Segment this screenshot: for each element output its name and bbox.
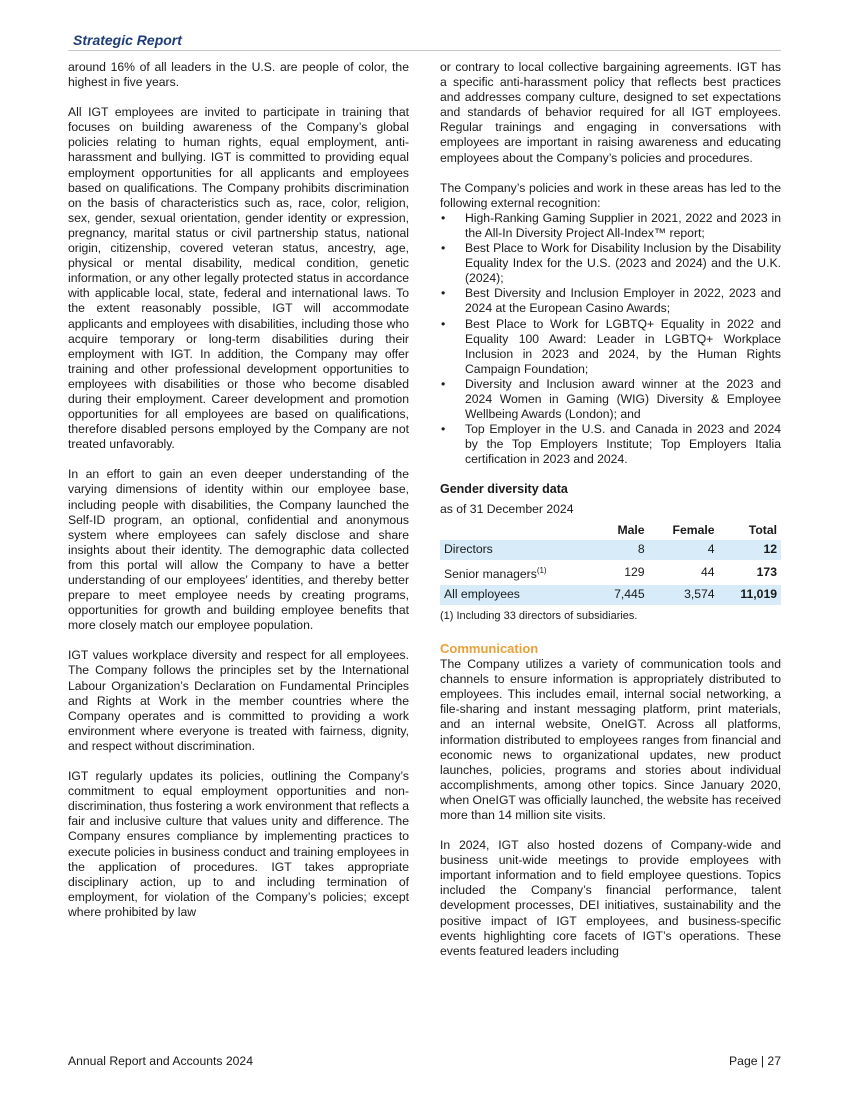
header-divider	[68, 50, 781, 51]
left-paragraph-1: around 16% of all leaders in the U.S. are people of color, the highest in five years.	[68, 60, 409, 90]
gender-diversity-table	[440, 519, 781, 605]
total-cell: 173	[719, 560, 781, 584]
left-paragraph-3: In an effort to gain an even deeper understanding of the varying dimensions of identity within our employee base, including people with disabilities, the Company launched the Self-ID program, an optional, confidential and anonymous system where employees can safely disclose and share insights about their identity. The demographic data collected from this portal will allow the Company to have a better understanding of our employees’ identities, and thereby better prepare to meet employee needs by creating programs, opportunities for growth and building employee benefits that more closely match our employee population.	[68, 467, 409, 633]
table-row	[440, 560, 781, 584]
right-paragraph-1: or contrary to local collective bargaining agreements. IGT has a specific anti-harassment policy that reflects best practices and addresses company culture, designed to set expectations and standards of behavior required for all IGT employees. Regular trainings and engaging in conversations with employees are important in raising awareness and educating employees about the Company’s policies and procedures.	[440, 60, 781, 165]
table-header-cell: Total	[748, 522, 777, 537]
gender-table-title: Gender diversity data	[440, 482, 568, 497]
list-item: • Best Diversity and Inclusion Employer in 2022, 2023 and 2024 at the European Casino Awards;	[440, 286, 781, 316]
female-cell: 3,574	[649, 584, 719, 605]
total-cell: 11,019	[719, 584, 781, 605]
row-label-text: Senior managers	[444, 566, 537, 581]
table-footnote: (1) Including 33 directors of subsidiaries.	[440, 609, 638, 622]
left-paragraph-2: All IGT employees are invited to participate in training that focuses on building awareness of the Company’s global policies relating to human rights, equal employment, anti-harassment and bullying. IGT is committed to providing equal employment opportunities for all applicants and employees based on qualifications. The Company prohibits discrimination on the basis of characteristics such as, race, color, religion, sex, gender, sexual orientation, gender identity or expression, pregnancy, marital status or civil partnership status, national origin, citizenship, covered veteran status, ancestry, age, physical or mental disability, medical condition, genetic information, or any other legally protected status in accordance with applicable local, state, federal and international laws. To the extent reasonably possible, IGT will accommodate applicants and employees with disabilities, including those who acquire temporary or long-term disabilities during their employment with IGT. In addition, the Company may offer training and other professional development opportunities to employees with disabilities or those who become disabled during their employment. Career development and promotion opportunities for all employees are based on qualifications, therefore disabled persons employed by the Company are not treated unfavorably.	[68, 105, 409, 452]
table-row	[440, 540, 781, 561]
table-header-cell: Male	[617, 522, 645, 537]
male-cell: 129	[595, 560, 649, 584]
row-label: Directors	[440, 540, 595, 561]
communication-paragraph-2: In 2024, IGT also hosted dozens of Company-wide and business unit-wide meetings to provide employees with important information and to field employee questions. Topics included the Company’s financial performance, talent development processes, DEI initiatives, sustainability and the positive impact of IGT employees, and business-specific events highlighting core facets of IGT’s operations. These events featured leaders including	[440, 838, 781, 958]
footnote-marker: (1)	[536, 565, 547, 575]
communication-paragraph-1: The Company utilizes a variety of communication tools and channels to ensure information is appropriately distributed to employees. This includes email, internal social networking, a file-sharing and instant messaging platform, print materials, and an internal website, OneIGT. Across all platforms, information distributed to employees ranges from financial and economic news to organizational updates, new product launches, policies, programs and stories about individual accomplishments, among other topics. Since January 2020, when OneIGT was officially launched, the website has received more than 14 million site visits.	[440, 657, 781, 822]
list-item: • Diversity and Inclusion award winner at the 2023 and 2024 Women in Gaming (WIG) Diversity & Employee Wellbeing Awards (London); and	[440, 377, 781, 422]
male-cell: 8	[595, 540, 649, 561]
table-header-row	[440, 519, 781, 540]
female-cell: 44	[649, 560, 719, 584]
total-cell: 12	[719, 540, 781, 561]
page-number: Page | 27	[729, 1054, 781, 1068]
footer-report-title: Annual Report and Accounts 2024	[68, 1054, 253, 1068]
left-paragraph-4: IGT values workplace diversity and respect for all employees. The Company follows the principles set by the International Labour Organization’s Declaration on Fundamental Principles and Rights at Work in the member countries where the Company operates and is committed to providing a work environment where everyone is treated with fairness, dignity, and respect without discrimination.	[68, 648, 409, 753]
recognition-intro: The Company’s policies and work in these areas has led to the following external recognition:	[440, 180, 781, 210]
gender-table-subtitle: as of 31 December 2024	[440, 501, 574, 516]
table-header-cell: Female	[672, 522, 715, 537]
list-item: • Best Place to Work for LGBTQ+ Equality in 2022 and Equality 100 Award: Leader in LGBTQ+ Workplace Inclusion in 2023 and 2024, by the Human Rights Campaign Foundation;	[440, 317, 781, 377]
female-cell: 4	[649, 540, 719, 561]
right-column	[440, 60, 781, 959]
left-paragraph-5: IGT regularly updates its policies, outlining the Company’s commitment to equal employment opportunities and non-discrimination, thus fostering a work environment that reflects a fair and inclusive culture that values unity and difference. The Company ensures compliance by implementing practices to execute policies in business conduct and training employees in the application of procedures. IGT takes appropriate disciplinary action, up to and including termination of employment, for violation of the Company’s policies; except where prohibited by law	[68, 769, 409, 919]
table-header-cell	[440, 519, 595, 540]
table-row	[440, 584, 781, 605]
section-header-title: Strategic Report	[73, 32, 182, 48]
list-item: • Best Place to Work for Disability Inclusion by the Disability Equality Index for the U.S. (2023 and 2024) and the U.K. (2024);	[440, 241, 781, 286]
left-column	[68, 60, 409, 920]
list-item: • High-Ranking Gaming Supplier in 2021, 2022 and 2023 in the All-In Diversity Project All-Index™ report;	[440, 211, 781, 241]
row-label: All employees	[440, 584, 595, 605]
list-item: • Top Employer in the U.S. and Canada in 2023 and 2024 by the Top Employers Institute; Top Employers Italia certification in 2023 and 2024.	[440, 422, 781, 467]
communication-heading: Communication	[440, 640, 539, 656]
recognition-list	[440, 211, 781, 468]
row-label	[440, 560, 595, 584]
male-cell: 7,445	[595, 584, 649, 605]
